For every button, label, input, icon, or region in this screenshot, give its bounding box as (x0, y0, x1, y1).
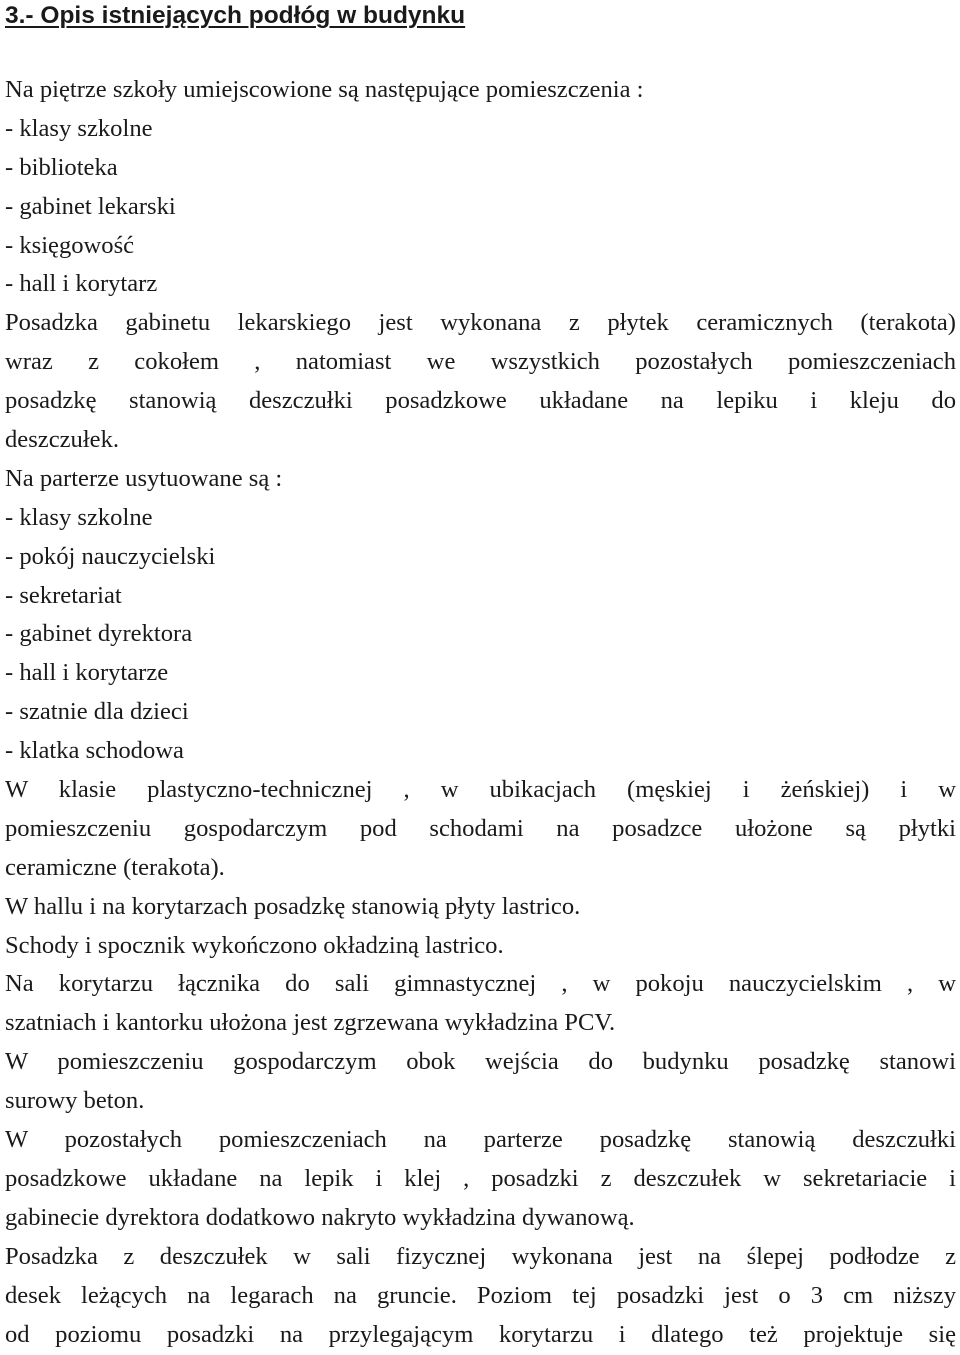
list-item: - sekretariat (5, 581, 122, 609)
text-line: Schody i spocznik wykończono okładziną lastrico. (5, 931, 504, 959)
text-line: Posadzka z deszczułek w sali fizycznej wykonana jest na ślepej podłodze z (5, 1242, 956, 1270)
list-item: - klasy szkolne (5, 114, 153, 142)
text-line: deszczułek. (5, 426, 120, 454)
list-item: - gabinet dyrektora (5, 620, 193, 648)
text-line: Posadzka gabinetu lekarskiego jest wykonana z płytek ceramicznych (terakota) (5, 309, 956, 337)
text-line: pomieszczeniu gospodarczym pod schodami na posadzce ułożone są płytki (5, 814, 956, 842)
text-line: W hallu i na korytarzach posadzkę stanowią płyty lastrico. (5, 892, 581, 920)
text-line: Na korytarzu łącznika do sali gimnastycznej , w pokoju nauczycielskim , w (5, 970, 956, 998)
list-item: - gabinet lekarski (5, 192, 176, 220)
text-line: ceramiczne (terakota). (5, 853, 225, 881)
text-line: Na piętrze szkoły umiejscowione są następujące pomieszczenia : (5, 76, 644, 103)
text-line: szatniach i kantorku ułożona jest zgrzewana wykładzina PCV. (5, 1009, 616, 1037)
text-line: gabinecie dyrektora dodatkowo nakryto wykładzina dywanową. (5, 1203, 635, 1231)
text-line: W klasie plastyczno-technicznej , w ubikacjach (męskiej i żeńskiej) i w (5, 776, 956, 804)
list-item: - biblioteka (5, 153, 118, 181)
text-line: W pozostałych pomieszczeniach na parterze posadzkę stanowią deszczułki (5, 1126, 956, 1154)
list-item: - klasy szkolne (5, 503, 153, 531)
text-line: W pomieszczeniu gospodarczym obok wejścia do budynku posadzkę stanowi (5, 1048, 956, 1076)
text-line: wraz z cokołem , natomiast we wszystkich pozostałych pomieszczeniach (5, 348, 956, 376)
list-item: - klatka schodowa (5, 737, 184, 765)
text-line: Na parterze usytuowane są : (5, 464, 283, 492)
list-item: - szatnie dla dzieci (5, 698, 189, 726)
list-item: - księgowość (5, 231, 135, 259)
list-item: - pokój nauczycielski (5, 542, 216, 570)
document-body (5, 71, 956, 1354)
text-line: od poziomu posadzki na przylegającym korytarzu i dlatego też projektuje się (5, 1320, 956, 1348)
text-line: surowy beton. (5, 1087, 145, 1115)
list-item: - hall i korytarz (5, 270, 158, 298)
text-line: posadzkowe układane na lepik i klej , posadzki z deszczułek w sekretariacie i (5, 1164, 956, 1192)
text-line: posadzkę stanowią deszczułki posadzkowe układane na lepiku i kleju do (5, 387, 956, 415)
text-line: desek leżących na legarach na gruncie. Poziom tej posadzki jest o 3 cm niższy (5, 1281, 956, 1309)
list-item: - hall i korytarze (5, 659, 169, 687)
section-heading: 3.- Opis istniejących podłóg w budynku (5, 2, 466, 29)
